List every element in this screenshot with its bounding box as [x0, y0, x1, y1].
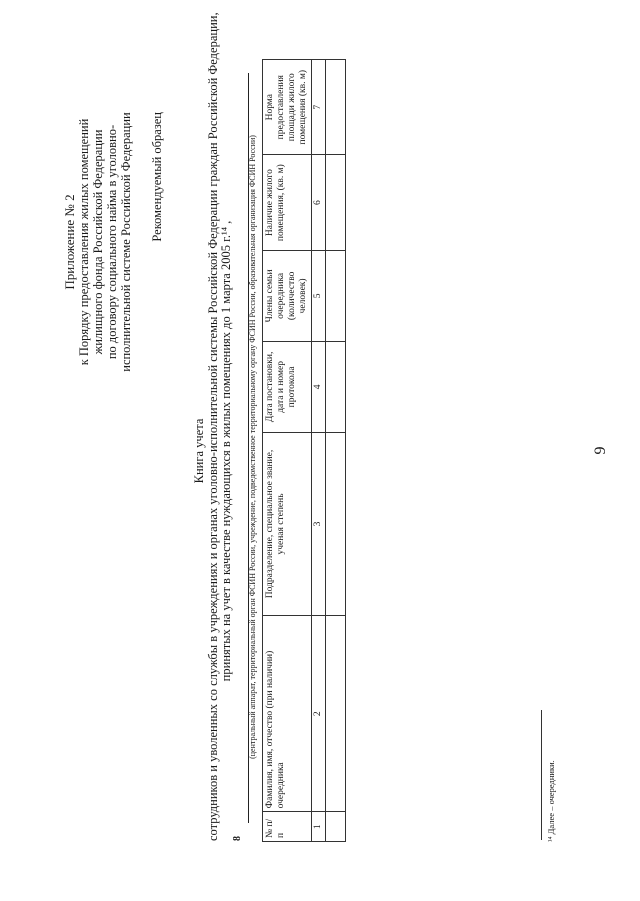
empty-cell — [326, 616, 346, 812]
appendix-heading: Приложение № 2 — [62, 194, 77, 290]
table-empty-row — [326, 60, 346, 842]
table-header-row — [263, 60, 312, 842]
col-header-name: Фамилия, имя, отчество (при наличии) очередника — [263, 616, 312, 812]
appendix-line: жилищного фонда Российской Федерации — [91, 129, 105, 355]
empty-cell — [326, 341, 346, 432]
org-caption: (центральный аппарат, территориальный орган ФСИН России, учреждение, подведомственное территориальному органу ФСИН России, образовательная организация ФСИН России) — [248, 135, 257, 759]
empty-cell — [326, 432, 346, 615]
col-header-date: Дата постановки, дата и номер протокола — [263, 341, 312, 432]
appendix-line: к Порядку предоставления жилых помещений — [77, 118, 91, 366]
col-header-number: № п/п — [263, 812, 312, 842]
empty-cell — [326, 155, 346, 250]
footnote-separator — [541, 710, 542, 840]
col-header-unit: Подразделение, специальное звание, ученая степень — [263, 432, 312, 615]
page-number: 9 — [592, 446, 609, 455]
table-number-row — [312, 60, 326, 842]
register-table — [262, 59, 346, 842]
col-header-norm: Норма предоставления площади жилого помещения (кв. м) — [263, 60, 312, 155]
title-line-3: принятых на учет в качестве нуждающихся в жилых помещениях до 1 марта 2005 г.¹⁴ , — [219, 220, 233, 682]
appendix-block — [63, 112, 133, 372]
recommended-sample: Рекомендуемый образец — [150, 112, 164, 242]
col-number: 5 — [312, 250, 326, 341]
document-title — [192, 12, 234, 841]
footnote: ¹⁴ Далее – очередники. — [546, 760, 556, 842]
col-number: 7 — [312, 60, 326, 155]
empty-cell — [326, 60, 346, 155]
col-number: 2 — [312, 616, 326, 812]
title-line-1: Книга учета — [192, 418, 206, 484]
empty-cell — [326, 812, 346, 842]
col-number: 3 — [312, 432, 326, 615]
form-number: 8 — [232, 836, 243, 841]
col-header-family: Члены семьи очередника (количество человек) — [263, 250, 312, 341]
title-line-2: сотрудников и уволенных со службы в учреждениях и органах уголовно-исполнительной системы Российской Федерации граждан Российской Федерации, — [205, 12, 220, 841]
appendix-line: исполнительной системе Российской Федерации — [119, 112, 133, 372]
col-header-housing: Наличие жилого помещения, (кв. м) — [263, 155, 312, 250]
col-number: 6 — [312, 155, 326, 250]
empty-cell — [326, 250, 346, 341]
col-number: 1 — [312, 812, 326, 842]
col-number: 4 — [312, 341, 326, 432]
appendix-line: по договору социального найма в уголовно- — [105, 124, 119, 360]
